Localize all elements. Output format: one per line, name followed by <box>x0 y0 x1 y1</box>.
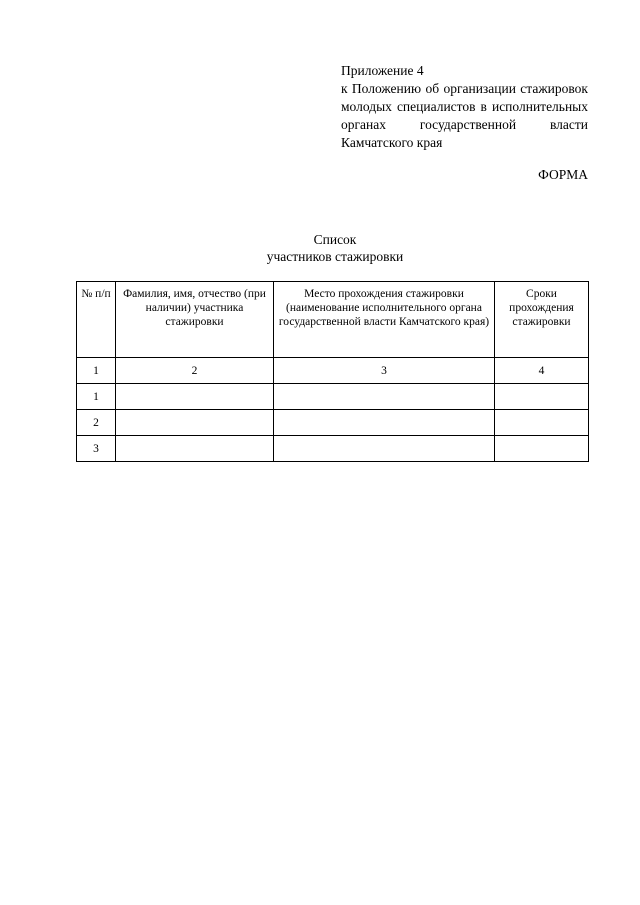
header-internship-place: Место прохождения стажировки (наименование исполнительного органа государственной власти Камчатского края) <box>274 282 495 358</box>
row-number-cell: 2 <box>77 410 116 436</box>
period-cell <box>495 384 589 410</box>
row-number-cell: 3 <box>77 436 116 462</box>
name-cell <box>116 410 274 436</box>
column-number-cell: 2 <box>116 358 274 384</box>
column-number-cell: 4 <box>495 358 589 384</box>
participants-table <box>76 281 589 462</box>
column-number-row <box>77 358 589 384</box>
row-number-cell: 1 <box>77 384 116 410</box>
appendix-text: к Положению об организации стажировок молодых специалистов в исполнительных органах государственной власти Камчатского края <box>341 81 588 150</box>
header-internship-period: Сроки прохождения стажировки <box>495 282 589 358</box>
form-label: ФОРМА <box>538 167 588 182</box>
table-row <box>77 384 589 410</box>
column-number-cell: 1 <box>77 358 116 384</box>
name-cell <box>116 436 274 462</box>
period-cell <box>495 436 589 462</box>
header-full-name: Фамилия, имя, отчество (при наличии) участника стажировки <box>116 282 274 358</box>
document-title-line-2: участников стажировки <box>266 249 404 264</box>
header-number: № п/п <box>77 282 116 358</box>
appendix-block <box>341 62 588 152</box>
document-title <box>0 231 640 265</box>
table-header-row <box>77 282 589 358</box>
place-cell <box>274 410 495 436</box>
column-number-cell: 3 <box>274 358 495 384</box>
appendix-title: Приложение 4 <box>341 63 424 78</box>
place-cell <box>274 436 495 462</box>
table-row <box>77 436 589 462</box>
period-cell <box>495 410 589 436</box>
table-row <box>77 410 589 436</box>
name-cell <box>116 384 274 410</box>
document-title-line-1: Список <box>313 232 357 247</box>
place-cell <box>274 384 495 410</box>
